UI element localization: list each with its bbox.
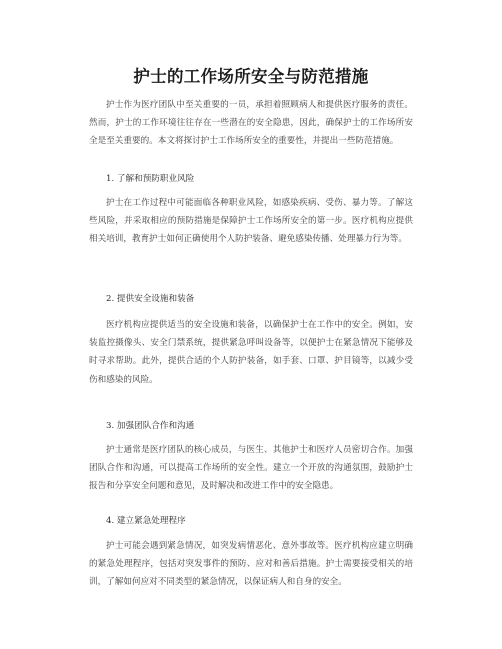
section-4-paragraph: 护士可能会遇到紧急情况，如突发病情恶化、意外事故等。医疗机构应建立明确的紧急处理程序，包括对突发事件的预防、应对和善后措施。护士需要接受相关的培训，了解如何应对不同类型的紧急情况，以保证病人和自身的安全。 (89, 541, 413, 588)
section-2-paragraph: 医疗机构应提供适当的安全设施和装备，以确保护士在工作中的安全。例如，安装监控摄像头、安全门禁系统，提供紧急呼叫设备等，以便护士在紧急情况下能够及时寻求帮助。此外，提供合适的个人防护装备，如手套、口罩、护目镜等，以减少受伤和感染的风险。 (89, 320, 413, 385)
section-3-heading: 3. 加强团队合作和沟通 (106, 421, 195, 431)
section-2-heading: 2. 提供安全设施和装备 (106, 294, 195, 304)
section-4-heading: 4. 建立紧急处理程序 (106, 516, 186, 526)
section-4-body (89, 537, 413, 592)
section-1-paragraph: 护士在工作过程中可能面临各种职业风险，如感染疾病、受伤、暴力等。了解这些风险，并采取相应的预防措施是保障护士工作场所安全的第一步。医疗机构应提供相关培训，教育护士如何正确使用个人防护装备、避免感染传播、处理暴力行为等。 (89, 198, 413, 245)
intro-paragraph-block (89, 96, 413, 151)
intro-paragraph: 护士作为医疗团队中至关重要的一员，承担着照顾病人和提供医疗服务的责任。然而，护士的工作环境往往存在一些潜在的安全隐患，因此，确保护士的工作场所安全是至关重要的。本文将探讨护士工作场所安全的重要性，并提出一些防范措施。 (89, 100, 413, 147)
section-2-body (89, 316, 413, 389)
section-1-body (89, 194, 413, 249)
section-1-heading: 1. 了解和预防职业风险 (106, 174, 195, 184)
section-3-paragraph: 护士通常是医疗团队的核心成员，与医生、其他护士和医疗人员密切合作。加强团队合作和沟通，可以提高工作场所的安全性。建立一个开放的沟通氛围，鼓励护士报告和分享安全问题和意见，及时解决和改进工作中的安全隐患。 (89, 445, 413, 492)
section-3-body (89, 441, 413, 496)
document-title: 护士的工作场所安全与防范措施 (133, 67, 369, 86)
